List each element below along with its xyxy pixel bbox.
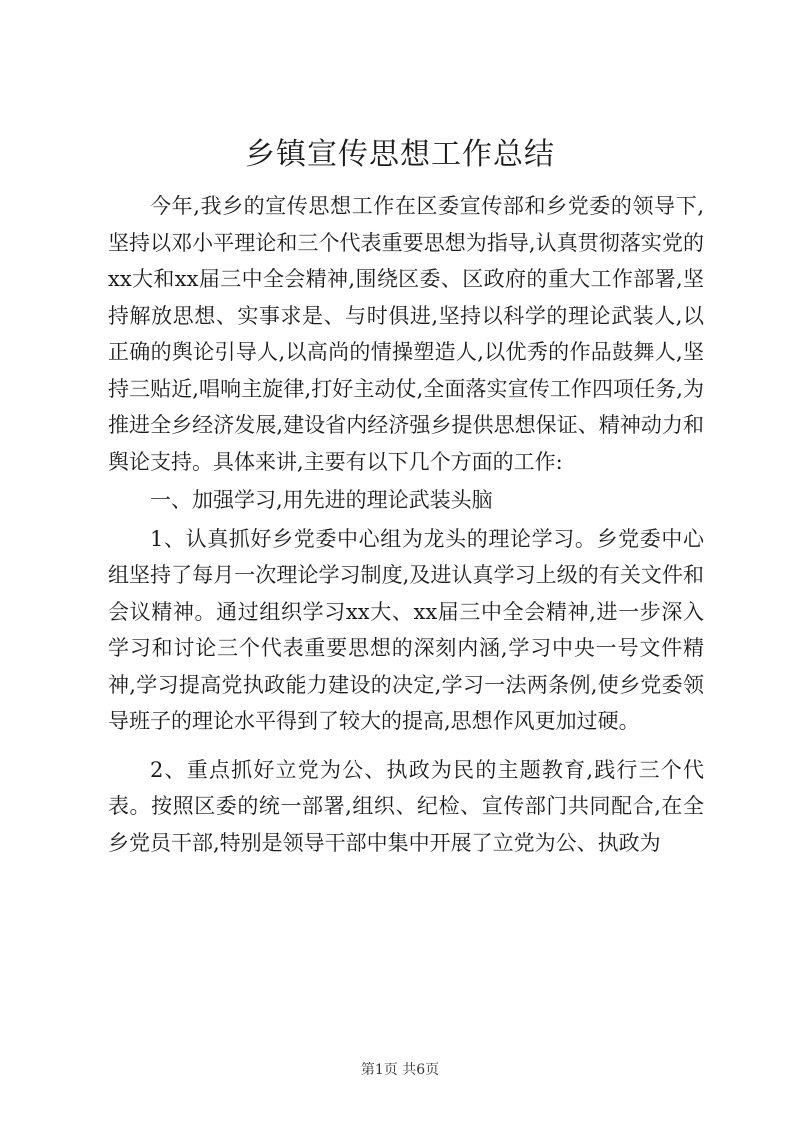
paragraph-item-1: 1、认真抓好乡党委中心组为龙头的理论学习。乡党委中心组坚持了每月一次理论学习制度,及进认真学习上级的有关文件和会议精神。通过组织学习xx大、xx届三中全会精神,进一步深入学习和讨论三个代表重要思想的深刻内涵,学习中央一号文件精神,学习提高党执政能力建设的决定,学习一法两条例,使乡党委领导班子的理论水平得到了较大的提高,思想作风更加过硬。 (108, 526, 704, 733)
document-title: 乡镇宣传思想工作总结 (245, 137, 555, 172)
paragraph-item-2: 2、重点抓好立党为公、执政为民的主题教育,践行三个代表。按照区委的统一部署,组织、纪检、宣传部门共同配合,在全乡党员干部,特别是领导干部中集中开展了立党为公、执政为 (108, 757, 704, 855)
page-number: 第1页 共6页 (360, 1062, 440, 1078)
paragraph-intro: 今年,我乡的宣传思想工作在区委宣传部和乡党委的领导下,坚持以邓小平理论和三个代表重要思想为指导,认真贯彻落实党的xx大和xx届三中全会精神,围绕区委、区政府的重大工作部署,坚持解放思想、实事求是、与时俱进,坚持以科学的理论武装人,以正确的舆论引导人,以高尚的情操塑造人,以优秀的作品鼓舞人,坚持三贴近,唱响主旋律,打好主动仗,全面落实宣传工作四项任务,为推进全乡经济发展,建设省内经济强乡提供思想保证、精神动力和舆论支持。具体来讲,主要有以下几个方面的工作: (108, 194, 704, 474)
document-body (108, 188, 704, 861)
section-heading-1: 一、加强学习,用先进的理论武装头脑 (150, 488, 493, 512)
